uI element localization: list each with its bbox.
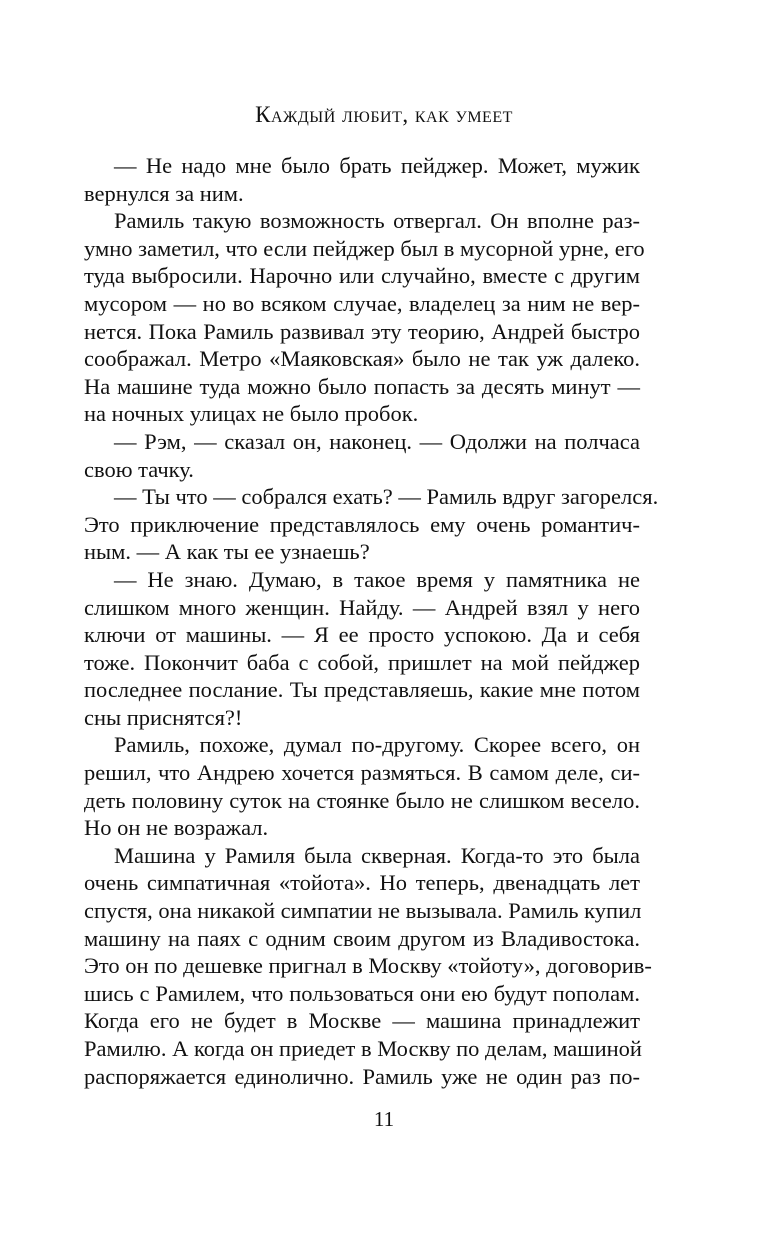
text-line: машину на паях с одним своим другом из Владивостока. <box>84 925 640 951</box>
text-line: Рамиль, похоже, думал по-другому. Скорее всего, он <box>114 732 640 758</box>
text-line: последнее послание. Ты представляешь, какие мне потом <box>84 677 640 703</box>
text-line: на ночных улицах не было пробок. <box>84 401 419 427</box>
text-line: мусором — но во всяком случае, владелец за ним не вер- <box>84 290 640 316</box>
text-line: деть половину суток на стоянке было не слишком весело. <box>84 787 640 813</box>
text-line: Машина у Рамиля была скверная. Когда-то это была <box>114 842 640 868</box>
text-line: шись с Рамилем, что пользоваться они ею будут пополам. <box>84 980 640 1006</box>
text-line: сны приснятся?! <box>84 704 243 730</box>
text-line: На машине туда можно было попасть за десять минут — <box>84 373 640 399</box>
text-line: — Рэм, — сказал он, наконец. — Одолжи на полчаса <box>114 428 640 454</box>
text-line: Но он не возражал. <box>84 815 269 841</box>
text-line: Когда его не будет в Москве — машина принадлежит <box>84 1008 640 1034</box>
body-text <box>84 152 659 1090</box>
text-line: — Не знаю. Думаю, в такое время у памятника не <box>114 566 640 592</box>
text-line: распоряжается единолично. Рамиль уже не один раз по- <box>84 1063 640 1089</box>
text-line: очень симпатичная «тойота». Но теперь, двенадцать лет <box>84 870 640 896</box>
text-line: нется. Пока Рамиль развивал эту теорию, Андрей быстро <box>84 318 640 344</box>
text-line: слишком много женщин. Найду. — Андрей взял у него <box>84 594 640 620</box>
text-line: свою тачку. <box>84 456 194 482</box>
text-line: ным. — А как ты ее узнаешь? <box>84 539 370 565</box>
text-line: — Ты что — собрался ехать? — Рамиль вдруг загорелся. <box>114 484 659 510</box>
text-line: спустя, она никакой симпатии не вызывала. Рамиль купил <box>84 898 642 924</box>
text-line: решил, что Андрею хочется размяться. В самом деле, си- <box>84 760 640 786</box>
text-line: Это приключение представлялось ему очень романтич- <box>84 511 640 537</box>
text-line: Это он по дешевке пригнал в Москву «тойоту», договорив- <box>84 953 652 979</box>
page-number: 11 <box>373 1107 395 1131</box>
text-line: вернулся за ним. <box>84 180 244 206</box>
text-line: туда выбросили. Нарочно или случайно, вместе с другим <box>84 263 640 289</box>
text-line: умно заметил, что если пейджер был в мусорной урне, его <box>84 235 645 261</box>
text-line: Рамиль такую возможность отвергал. Он вполне раз- <box>114 208 640 234</box>
running-head: Каждый любит, как умеет <box>255 102 513 127</box>
text-line: Рамилю. А когда он приедет в Москву по делам, машиной <box>84 1036 642 1061</box>
text-line: соображал. Метро «Маяковская» было не так уж далеко. <box>84 346 640 372</box>
text-line: тоже. Покончит баба с собой, пришлет на мой пейджер <box>84 649 640 675</box>
text-line: ключи от машины. — Я ее просто успокою. Да и себя <box>84 622 640 648</box>
text-line: — Не надо мне было брать пейджер. Может, мужик <box>114 153 640 178</box>
